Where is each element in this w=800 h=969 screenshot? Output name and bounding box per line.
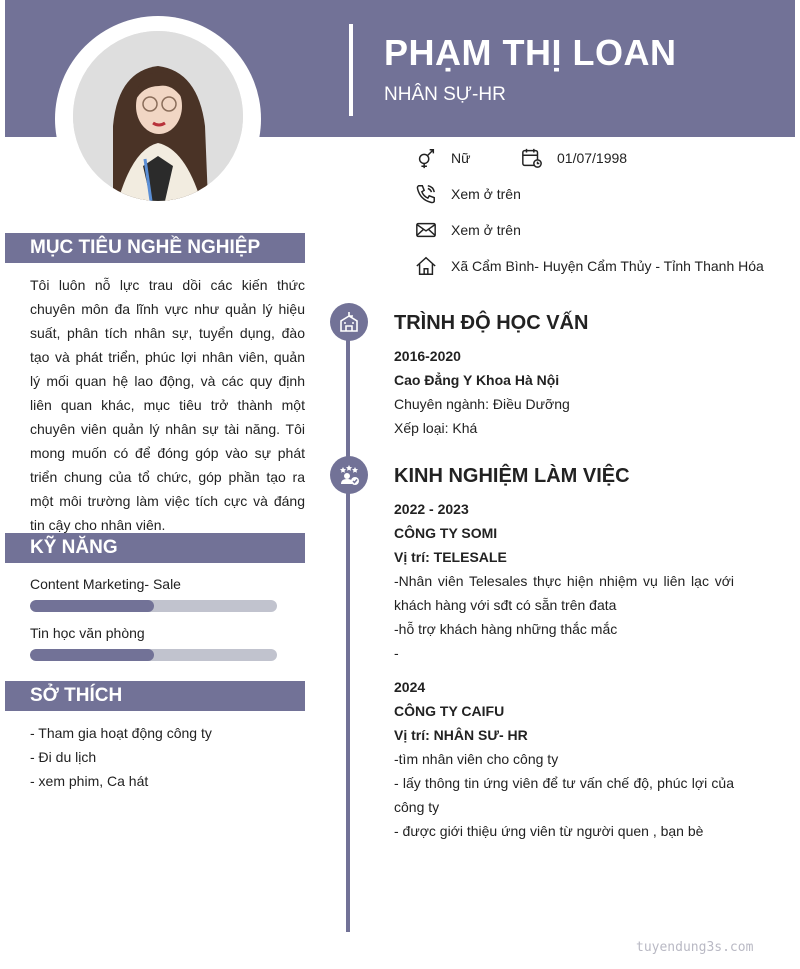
job-period: 2024 <box>394 679 426 695</box>
skill-name: Tin học văn phòng <box>30 625 145 641</box>
skills-heading: KỸ NĂNG <box>5 533 305 563</box>
job-position: Vị trí: NHÂN SƯ- HR <box>394 727 528 743</box>
watermark: tuyendung3s.com <box>636 940 754 955</box>
experience-icon <box>330 456 368 494</box>
job-description <box>394 747 734 843</box>
home-icon <box>415 255 437 277</box>
school-icon <box>330 303 368 341</box>
timeline-line <box>346 318 350 932</box>
job-period: 2022 - 2023 <box>394 501 469 517</box>
mail-icon <box>415 219 437 241</box>
education-school: Cao Đẳng Y Khoa Hà Nội <box>394 372 560 388</box>
address-value: Xã Cẩm Bình- Huyện Cẩm Thủy - Tỉnh Thanh Hóa <box>451 258 764 274</box>
education-period: 2016-2020 <box>394 348 461 364</box>
job-company: CÔNG TY SOMI <box>394 525 498 541</box>
contact-phone <box>415 183 521 205</box>
list-item: - Tham gia hoạt động công ty <box>30 725 212 741</box>
gender-value: Nữ <box>451 150 471 166</box>
job-position: Vị trí: TELESALE <box>394 549 507 565</box>
list-item: -hỗ trợ khách hàng những thắc mắc <box>394 621 618 637</box>
contact-address <box>415 255 764 277</box>
skill-bar-fill <box>30 649 154 661</box>
job-company: CÔNG TY CAIFU <box>394 703 505 719</box>
calendar-icon <box>521 147 543 169</box>
phone-value: Xem ở trên <box>451 186 521 202</box>
candidate-name: PHẠM THỊ LOAN <box>384 32 677 73</box>
job-description <box>394 569 734 665</box>
gender-icon <box>415 147 437 169</box>
list-item: - lấy thông tin ứng viên để tư vấn chế độ, phúc lợi của công ty <box>394 775 734 815</box>
list-item: -Nhân viên Telesales thực hiện nhiệm vụ liên lạc với khách hàng với sđt có sẵn trên đata <box>394 573 734 613</box>
contact-birthday <box>521 147 627 169</box>
contact-email <box>415 219 521 241</box>
education-rank: Xếp loại: Khá <box>394 420 478 436</box>
contact-gender <box>415 147 470 169</box>
skill-bar <box>30 600 277 612</box>
education-major: Chuyên ngành: Điều Dưỡng <box>394 396 570 412</box>
hobbies-list <box>30 721 212 793</box>
list-item: -tìm nhân viên cho công ty <box>394 751 559 767</box>
experience-heading: KINH NGHIỆM LÀM VIỆC <box>394 465 630 487</box>
job-title: NHÂN SỰ-HR <box>384 84 506 105</box>
skill-bar <box>30 649 277 661</box>
phone-icon <box>415 183 437 205</box>
skill-bar-fill <box>30 600 154 612</box>
avatar <box>73 31 243 201</box>
list-item: - Đi du lịch <box>30 749 97 765</box>
education-heading: TRÌNH ĐỘ HỌC VẤN <box>394 312 589 334</box>
birthday-value: 01/07/1998 <box>557 150 628 166</box>
email-value: Xem ở trên <box>451 222 521 238</box>
name-divider <box>349 24 353 116</box>
list-item: - được giới thiệu ứng viên từ người quen , bạn bè <box>394 823 704 839</box>
hobbies-heading: SỞ THÍCH <box>5 681 305 711</box>
list-item: - <box>394 645 399 661</box>
list-item: - xem phim, Ca hát <box>30 773 149 789</box>
objective-text: Tôi luôn nỗ lực trau dồi các kiến thức chuyên môn đa lĩnh vực như quản lý hiệu suất, phân tích nhân sự, tuyển dụng, đào tạo và phát triển, phúc lợi nhân viên, quản lý mối quan hệ lao động, và các quy định liên quan khác, mục tiêu trở thành một chuyên viên quản lý nhân sự tài năng. Tôi mong muốn có để đóng góp vào sự phát triển chung của tổ chức, góp phần tạo ra một môi trường làm việc tích cực và đáng tin cậy cho nhân viên. <box>30 277 305 533</box>
objective-heading: MỤC TIÊU NGHỀ NGHIỆP <box>5 233 305 263</box>
skill-name: Content Marketing- Sale <box>30 576 181 592</box>
